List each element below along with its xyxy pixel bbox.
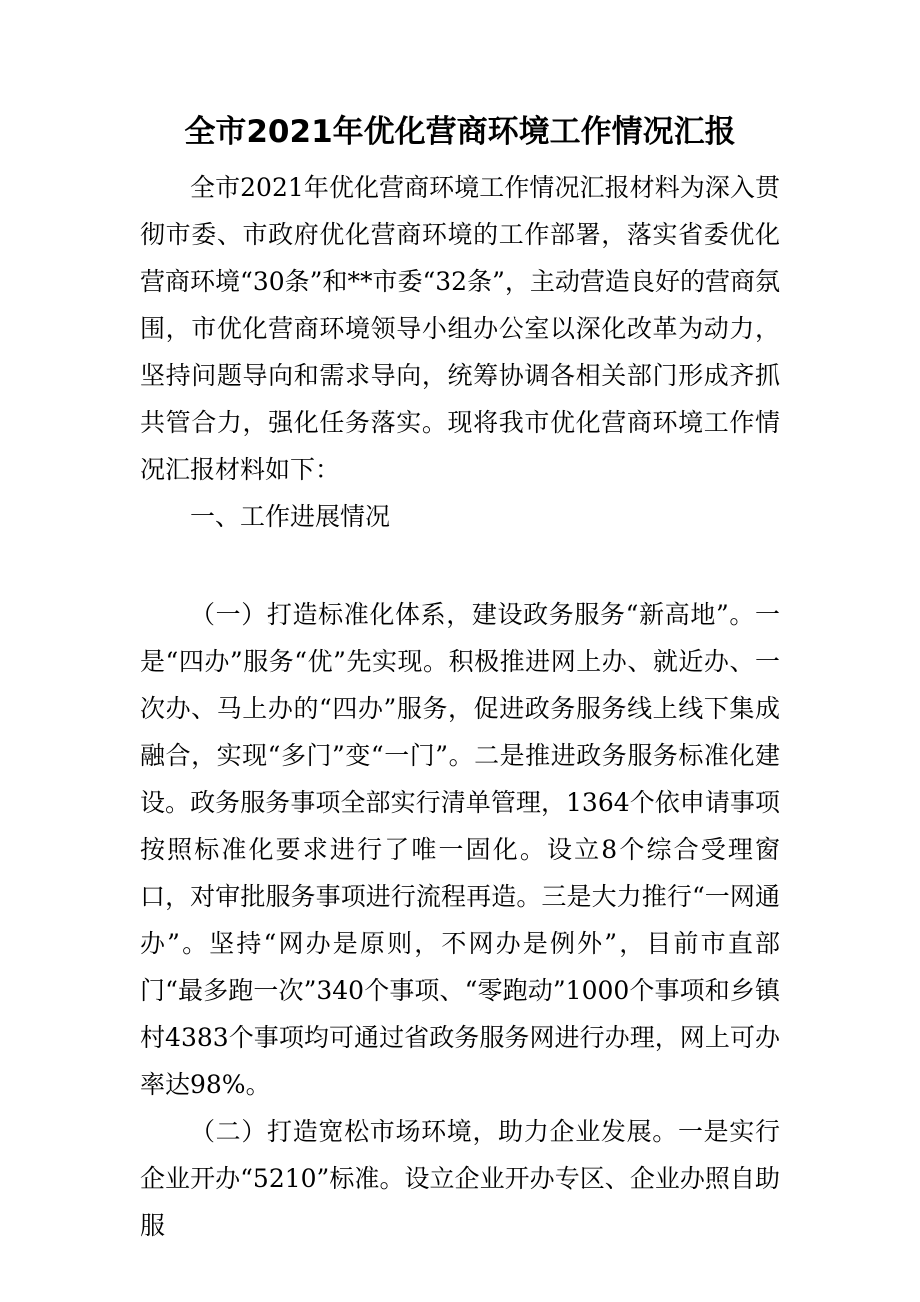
document-body [140,164,780,1249]
section-spacer [140,540,780,591]
section-heading: 一、工作进展情况 [190,502,391,531]
body-paragraph: （二）打造宽松市场环境，助力企业发展。一是实行企业开办“5210”标准。设立企业开办专区、企业办照自助服 [140,1117,780,1240]
intro-paragraph: 全市2021年优化营商环境工作情况汇报材料为深入贯彻市委、市政府优化营商环境的工作部署，落实省委优化营商环境“30条”和**市委“32条”，主动营造良好的营商氛围，市优化营商环境领导小组办公室以深化改革为动力，坚持问题导向和需求导向，统筹协调各相关部门形成齐抓共管合力，强化任务落实。现将我市优化营商环境工作情况汇报材料如下： [140,173,780,484]
document-title: 全市2021年优化营商环境工作情况汇报 [184,114,736,150]
body-paragraph: （一）打造标准化体系，建设政务服务“新高地”。一是“四办”服务“优”先实现。积极推进网上办、就近办、一次办、马上办的“四办”服务，促进政务服务线上线下集成融合，实现“多门”变“一门”。二是推进政务服务标准化建设。政务服务事项全部实行清单管理，1364个依申请事项按照标准化要求进行了唯一固化。设立8个综合受理窗口，对审批服务事项进行流程再造。三是大力推行“一网通办”。坚持“网办是原则，不网办是例外”，目前市直部门“最多跑一次”340个事项、“零跑动”1000个事项和乡镇村4383个事项均可通过省政务服务网进行办理，网上可办率达98%。 [140,600,780,1099]
